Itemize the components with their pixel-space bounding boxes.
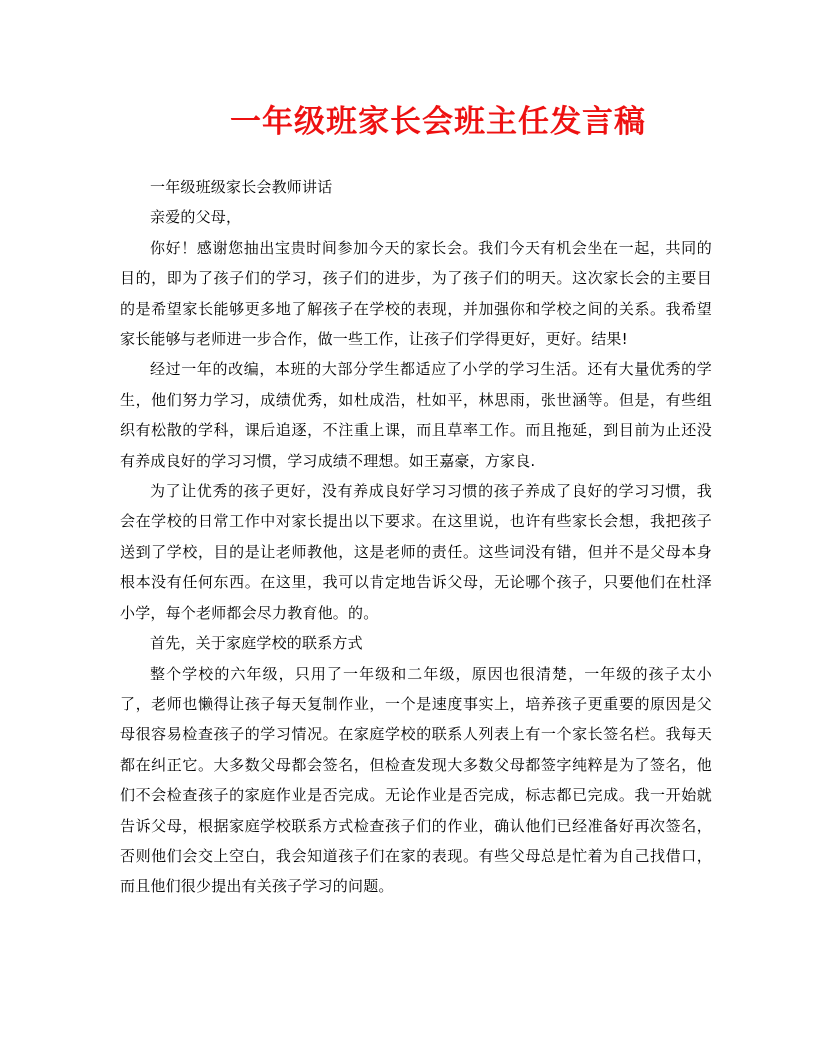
document-body bbox=[120, 172, 712, 902]
paragraph-section-heading: 首先，关于家庭学校的联系方式 bbox=[150, 634, 363, 653]
paragraph-salutation: 亲爱的父母， bbox=[150, 208, 242, 227]
paragraph-greeting: 你好！感谢您抽出宝贵时间参加今天的家长会。我们今天有机会坐在一起，共同的目的，即为了孩子们的学习，孩子们的进步，为了孩子们的明天。这次家长会的主要目的是希望家长能够更多地了解孩子在学校的表现，并加强你和学校之间的关系。我希望家长能够与老师进一步合作，做一些工作，让孩子们学得更好，更好。结果! bbox=[120, 238, 712, 349]
paragraph-home-school-contact: 整个学校的六年级，只用了一年级和二年级，原因也很清楚，一年级的孩子太小了，老师也懒得让孩子每天复制作业，一个是速度事实上，培养孩子更重要的原因是父母很容易检查孩子的学习情况。在家庭学校的联系人列表上有一个家长签名栏。我每天都在纠正它。大多数父母都会签名，但检查发现大多数父母都签字纯粹是为了签名，他们不会检查孩子的家庭作业是否完成。无论作业是否完成，标志都已完成。我一开始就告诉父母，根据家庭学校联系方式检查孩子们的作业，确认他们已经准备好再次签名，否则他们会交上空白，我会知道孩子们在家的表现。有些父母总是忙着为自己找借口，而且他们很少提出有关孩子学习的问题。 bbox=[120, 664, 712, 896]
paragraph-class-status: 经过一年的改编，本班的大部分学生都适应了小学的学习生活。还有大量优秀的学生，他们努力学习，成绩优秀，如杜成浩，杜如平，林思雨，张世涵等。但是，有些组织有松散的学科，课后追逐，不注重上课，而且草率工作。而且拖延，到目前为止还没有养成良好的学习习惯，学习成绩不理想。如王嘉豪，方家良. bbox=[120, 360, 712, 470]
paragraph-requirements: 为了让优秀的孩子更好，没有养成良好学习习惯的孩子养成了良好的学习习惯，我会在学校的日常工作中对家长提出以下要求。在这里说，也许有些家长会想，我把孩子送到了学校，目的是让老师教他，这是老师的责任。这些词没有错，但并不是父母本身根本没有任何东西。在这里，我可以肯定地告诉父母，无论哪个孩子，只要他们在杜泽小学，每个老师都会尽力教育他。的。 bbox=[120, 482, 712, 622]
paragraph-heading: 一年级班级家长会教师讲话 bbox=[150, 178, 333, 196]
document-title: 一年级班家长会班主任发言稿 bbox=[230, 104, 646, 140]
